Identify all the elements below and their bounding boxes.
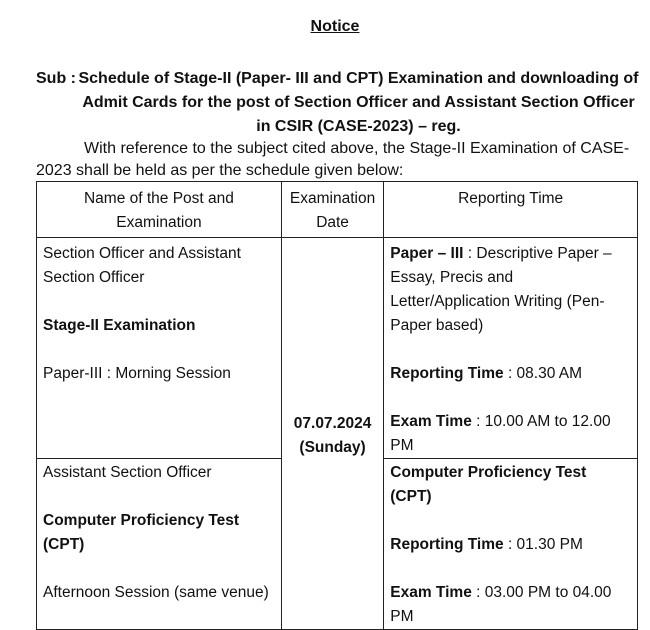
table-header-row [37, 182, 638, 238]
header-reporting: Reporting Time [384, 182, 638, 238]
subject-line [36, 67, 640, 139]
row1-reporting-label: Reporting Time [390, 365, 504, 382]
table-row [37, 238, 638, 459]
intro-paragraph: With reference to the subject cited above, the Stage-II Examination of CASE-2023 shall be held as per the schedule given below: [36, 140, 630, 179]
row1-exam-time-label: Exam Time [390, 413, 472, 430]
row2-post: Assistant Section Officer [43, 464, 212, 481]
row1-paper-desc: : Descriptive Paper – Essay, Precis and Letter/Application Writing (Pen-Paper based) [390, 245, 612, 334]
exam-date-cell [281, 238, 383, 630]
row2-reporting-label: Reporting Time [390, 536, 504, 553]
exam-day: (Sunday) [299, 438, 366, 456]
row2-session: Afternoon Session (same venue) [43, 584, 269, 601]
row1-post-cell [37, 238, 282, 459]
notice-title: Notice [310, 18, 360, 35]
row1-reporting-value: : 08.30 AM [503, 365, 583, 382]
row2-reporting [390, 533, 631, 557]
header-name: Name of the Post and Examination [37, 182, 282, 238]
row2-reporting-cell [384, 459, 638, 630]
schedule-table [36, 181, 638, 630]
row2-exam: Computer Proficiency Test (CPT) [43, 512, 240, 553]
row2-exam-time-label: Exam Time [390, 584, 472, 601]
row1-reporting [390, 362, 631, 386]
row1-exam-time [390, 410, 631, 458]
row1-session: Paper-III : Morning Session [43, 365, 231, 382]
row1-reporting-cell [384, 238, 638, 459]
exam-date: 07.07.2024 [293, 414, 372, 432]
subject-label: Sub : [36, 70, 76, 87]
row1-post: Section Officer and Assistant Section Officer [43, 245, 241, 286]
row2-reporting-value: : 01.30 PM [503, 536, 583, 553]
subject-text: Schedule of Stage-II (Paper- III and CPT) Examination and downloading of Admit Cards for the post of Section Officer and Assistant Section Officer in CSIR (CASE-2023) – reg. [78, 70, 639, 135]
row1-exam: Stage-II Examination [43, 317, 196, 334]
row1-exam-time-value: : 10.00 AM to 12.00 PM [390, 413, 611, 454]
row1-paper-label: Paper – III [390, 245, 464, 262]
row2-exam-time-value: : 03.00 PM to 04.00 PM [390, 584, 612, 625]
row1-paper [390, 242, 631, 338]
header-date: Examination Date [281, 182, 383, 238]
row2-post-cell [37, 459, 282, 630]
row2-exam-time [390, 581, 631, 629]
row2-test-title: Computer Proficiency Test (CPT) [390, 464, 587, 505]
